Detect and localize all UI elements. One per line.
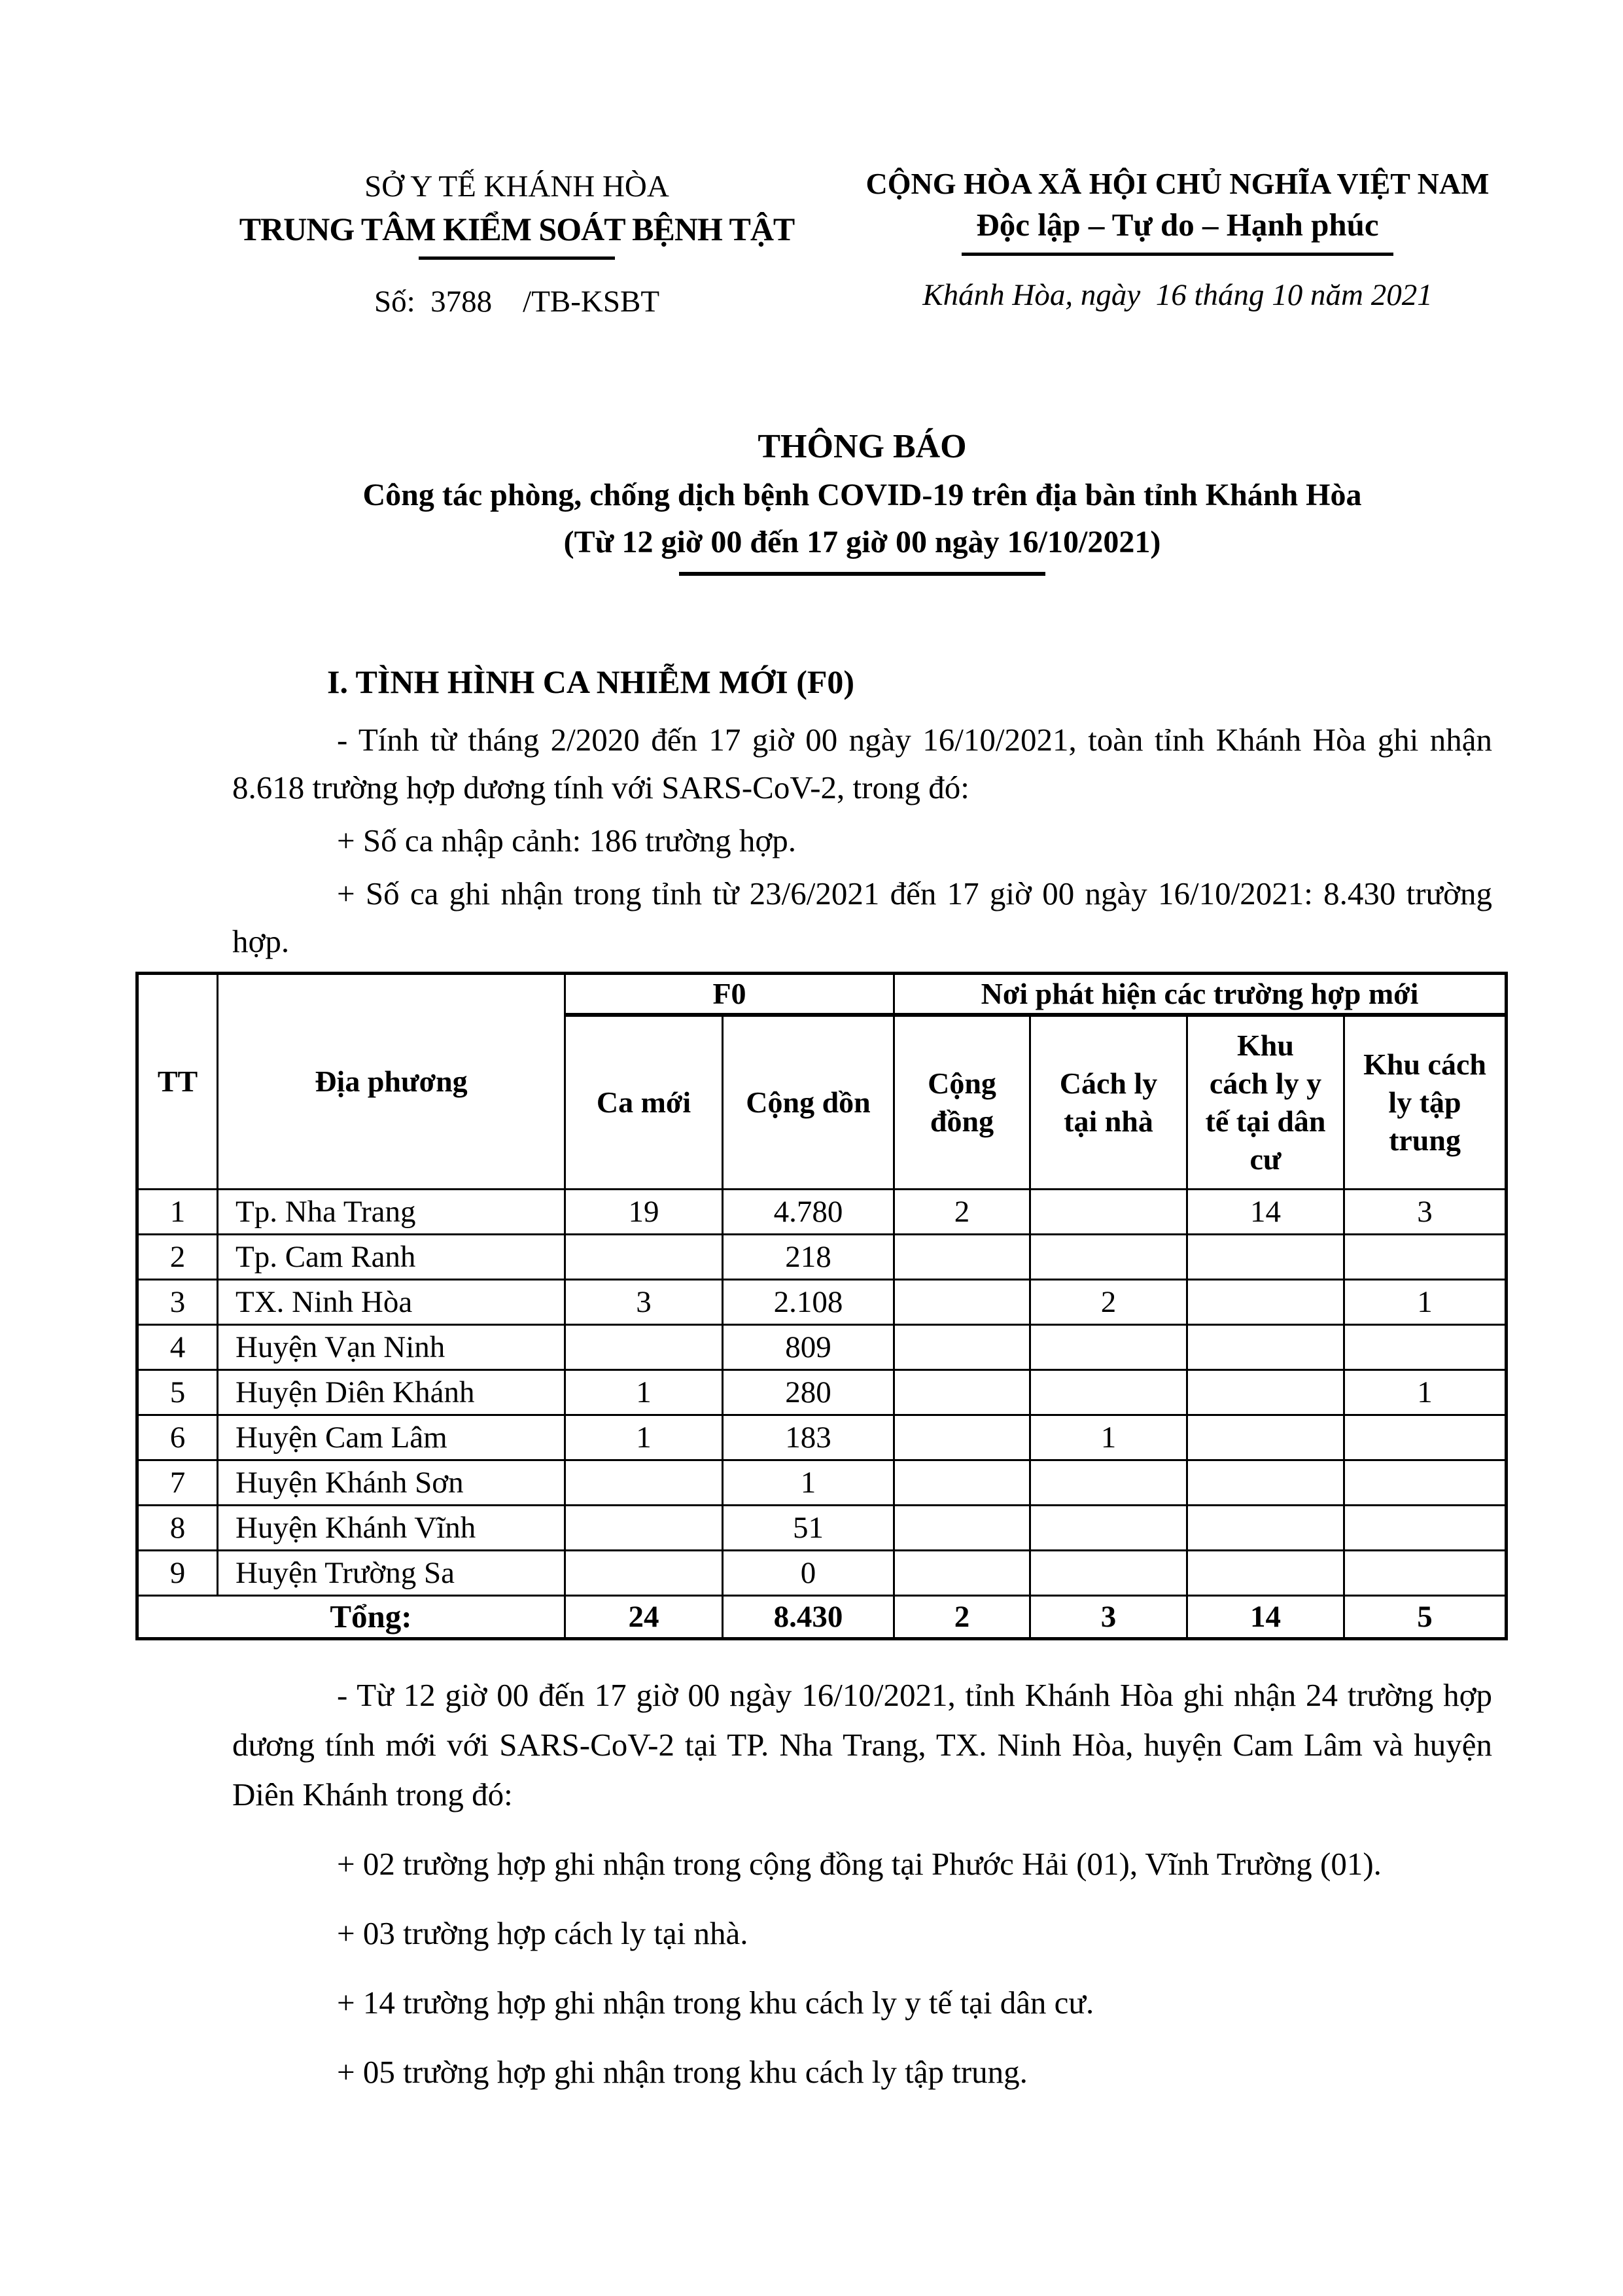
cell-value: 1 xyxy=(1030,1415,1187,1460)
cell-value: 4.780 xyxy=(723,1189,894,1234)
cell-value xyxy=(1030,1234,1187,1279)
col-header-locality: Địa phương xyxy=(218,974,565,1190)
motto-underline xyxy=(962,253,1393,256)
document-subtitle: Công tác phòng, chống dịch bệnh COVID-19 trên địa bàn tỉnh Khánh Hòa xyxy=(362,478,1362,512)
cell-value xyxy=(1187,1460,1344,1505)
cell-value: 1 xyxy=(723,1460,894,1505)
covid-cases-table xyxy=(135,972,1508,1640)
note-paragraph: + 14 trường hợp ghi nhận trong khu cách ly y tế tại dân cư. xyxy=(337,1984,1094,2021)
place-and-date: Khánh Hòa, ngày 16 tháng 10 năm 2021 xyxy=(922,278,1433,312)
cell-value xyxy=(1030,1189,1187,1234)
cell-value xyxy=(1187,1550,1344,1595)
note-paragraph: + 03 trường hợp cách ly tại nhà. xyxy=(337,1915,748,1951)
cell-value xyxy=(1344,1550,1507,1595)
cell-value: 280 xyxy=(723,1369,894,1415)
document-number: Số: 3788 /TB-KSBT xyxy=(374,285,660,319)
document-title-block xyxy=(232,427,1492,576)
document-body xyxy=(157,427,1492,2097)
col-header-home-quarantine: Cách ly tại nhà xyxy=(1030,1015,1187,1190)
total-value: 5 xyxy=(1344,1595,1507,1638)
cell-value: 51 xyxy=(723,1505,894,1550)
cell-value: 218 xyxy=(723,1234,894,1279)
document-header xyxy=(0,165,1623,336)
table-row xyxy=(137,1369,1507,1415)
cell-value: 3 xyxy=(565,1279,723,1324)
cell-value xyxy=(1344,1505,1507,1550)
cell-value xyxy=(1030,1369,1187,1415)
cell-row-number: 7 xyxy=(137,1460,218,1505)
total-value: 24 xyxy=(565,1595,723,1638)
table-row xyxy=(137,1189,1507,1234)
note-paragraph: - Từ 12 giờ 00 đến 17 giờ 00 ngày 16/10/2021, tỉnh Khánh Hòa ghi nhận 24 trường hợp dương tính mới với SARS-CoV-2 tại TP. Nha Trang, TX. Ninh Hòa, huyện Cam Lâm và huyện Diên Khánh trong đó: xyxy=(232,1676,1492,1812)
national-title: CỘNG HÒA XÃ HỘI CHỦ NGHĨA VIỆT NAM xyxy=(865,167,1490,200)
col-header-cumulative: Cộng dồn xyxy=(723,1015,894,1190)
cell-value xyxy=(894,1505,1030,1550)
cell-row-number: 3 xyxy=(137,1279,218,1324)
cell-value xyxy=(1030,1505,1187,1550)
section-1-heading: I. TÌNH HÌNH CA NHIỄM MỚI (F0) xyxy=(327,663,855,700)
col-group-detection-place: Nơi phát hiện các trường hợp mới xyxy=(894,974,1507,1015)
cell-row-number: 1 xyxy=(137,1189,218,1234)
table-body xyxy=(137,1189,1507,1638)
paragraph: + Số ca nhập cảnh: 186 trường hợp. xyxy=(337,822,797,858)
cell-value xyxy=(1030,1324,1187,1369)
table-row xyxy=(137,1279,1507,1324)
cell-value xyxy=(1187,1415,1344,1460)
cell-locality: TX. Ninh Hòa xyxy=(218,1279,565,1324)
cell-value: 0 xyxy=(723,1550,894,1595)
national-motto: Độc lập – Tự do – Hạnh phúc xyxy=(976,207,1379,243)
cell-value: 19 xyxy=(565,1189,723,1234)
cell-value: 1 xyxy=(1344,1369,1507,1415)
table-row xyxy=(137,1460,1507,1505)
cell-value xyxy=(565,1324,723,1369)
agency-underline xyxy=(419,256,615,260)
cell-value xyxy=(1187,1369,1344,1415)
cell-value: 2 xyxy=(894,1189,1030,1234)
cell-locality: Huyện Vạn Ninh xyxy=(218,1324,565,1369)
cell-value xyxy=(1344,1460,1507,1505)
table-row xyxy=(137,1415,1507,1460)
table-row xyxy=(137,1324,1507,1369)
agency-name: TRUNG TÂM KIỂM SOÁT BỆNH TẬT xyxy=(239,211,795,247)
cell-value xyxy=(565,1234,723,1279)
cell-value xyxy=(1030,1550,1187,1595)
cell-value xyxy=(894,1369,1030,1415)
col-group-f0: F0 xyxy=(565,974,894,1015)
cell-row-number: 2 xyxy=(137,1234,218,1279)
agency-parent-name: SỞ Y TẾ KHÁNH HÒA xyxy=(364,169,669,203)
table-head xyxy=(137,974,1507,1190)
cell-row-number: 9 xyxy=(137,1550,218,1595)
cell-locality: Huyện Khánh Sơn xyxy=(218,1460,565,1505)
cell-row-number: 6 xyxy=(137,1415,218,1460)
cell-locality: Huyện Khánh Vĩnh xyxy=(218,1505,565,1550)
cell-value xyxy=(894,1550,1030,1595)
cell-value xyxy=(894,1324,1030,1369)
cell-value xyxy=(565,1505,723,1550)
paragraph: + Số ca ghi nhận trong tỉnh từ 23/6/2021 đến 17 giờ 00 ngày 16/10/2021: 8.430 trường hợp. xyxy=(232,875,1492,959)
cell-row-number: 5 xyxy=(137,1369,218,1415)
col-header-tt: TT xyxy=(137,974,218,1190)
col-header-centralized-quarantine: Khu cách ly tập trung xyxy=(1344,1015,1507,1190)
cell-value xyxy=(1344,1324,1507,1369)
cell-row-number: 4 xyxy=(137,1324,218,1369)
cell-value xyxy=(1187,1234,1344,1279)
note-paragraph: + 05 trường hợp ghi nhận trong khu cách ly tập trung. xyxy=(337,2053,1028,2090)
cell-value xyxy=(894,1234,1030,1279)
cell-value xyxy=(894,1279,1030,1324)
cell-value: 1 xyxy=(1344,1279,1507,1324)
cell-value: 2.108 xyxy=(723,1279,894,1324)
cell-locality: Huyện Trường Sa xyxy=(218,1550,565,1595)
table-total-row xyxy=(137,1595,1507,1638)
cell-value xyxy=(1187,1505,1344,1550)
cell-value xyxy=(1030,1460,1187,1505)
cell-value: 809 xyxy=(723,1324,894,1369)
cell-value: 3 xyxy=(1344,1189,1507,1234)
issuing-agency-block xyxy=(196,168,837,320)
cell-locality: Tp. Cam Ranh xyxy=(218,1234,565,1279)
table-row xyxy=(137,1505,1507,1550)
national-motto-block xyxy=(844,165,1511,313)
cell-value xyxy=(565,1550,723,1595)
cell-value: 1 xyxy=(565,1415,723,1460)
cell-value: 1 xyxy=(565,1369,723,1415)
document-time-range: (Từ 12 giờ 00 đến 17 giờ 00 ngày 16/10/2021) xyxy=(563,525,1161,559)
col-header-new-cases: Ca mới xyxy=(565,1015,723,1190)
cell-value xyxy=(1187,1279,1344,1324)
cell-locality: Huyện Diên Khánh xyxy=(218,1369,565,1415)
col-header-residential-medical-quarantine: Khu cách ly y tế tại dân cư xyxy=(1187,1015,1344,1190)
cell-value xyxy=(894,1415,1030,1460)
total-value: 3 xyxy=(1030,1595,1187,1638)
table-group-header-row xyxy=(137,974,1507,1015)
cell-value xyxy=(1344,1415,1507,1460)
paragraph: - Tính từ tháng 2/2020 đến 17 giờ 00 ngày 16/10/2021, toàn tỉnh Khánh Hòa ghi nhận 8.618 trường hợp dương tính với SARS-CoV-2, trong đó: xyxy=(232,722,1492,805)
title-underline xyxy=(679,572,1045,576)
cell-value xyxy=(1187,1324,1344,1369)
cell-value xyxy=(894,1460,1030,1505)
cell-row-number: 8 xyxy=(137,1505,218,1550)
cell-locality: Huyện Cam Lâm xyxy=(218,1415,565,1460)
col-header-community: Cộng đồng xyxy=(894,1015,1030,1190)
table-row xyxy=(137,1550,1507,1595)
cell-value: 183 xyxy=(723,1415,894,1460)
cell-locality: Tp. Nha Trang xyxy=(218,1189,565,1234)
total-label: Tổng: xyxy=(137,1595,565,1638)
total-value: 8.430 xyxy=(723,1595,894,1638)
document-title: THÔNG BÁO xyxy=(758,428,967,465)
cell-value: 2 xyxy=(1030,1279,1187,1324)
note-paragraph: + 02 trường hợp ghi nhận trong cộng đồng tại Phước Hải (01), Vĩnh Trường (01). xyxy=(337,1845,1382,1882)
cell-value xyxy=(565,1460,723,1505)
table-row xyxy=(137,1234,1507,1279)
total-value: 14 xyxy=(1187,1595,1344,1638)
cell-value xyxy=(1344,1234,1507,1279)
cell-value: 14 xyxy=(1187,1189,1344,1234)
total-value: 2 xyxy=(894,1595,1030,1638)
